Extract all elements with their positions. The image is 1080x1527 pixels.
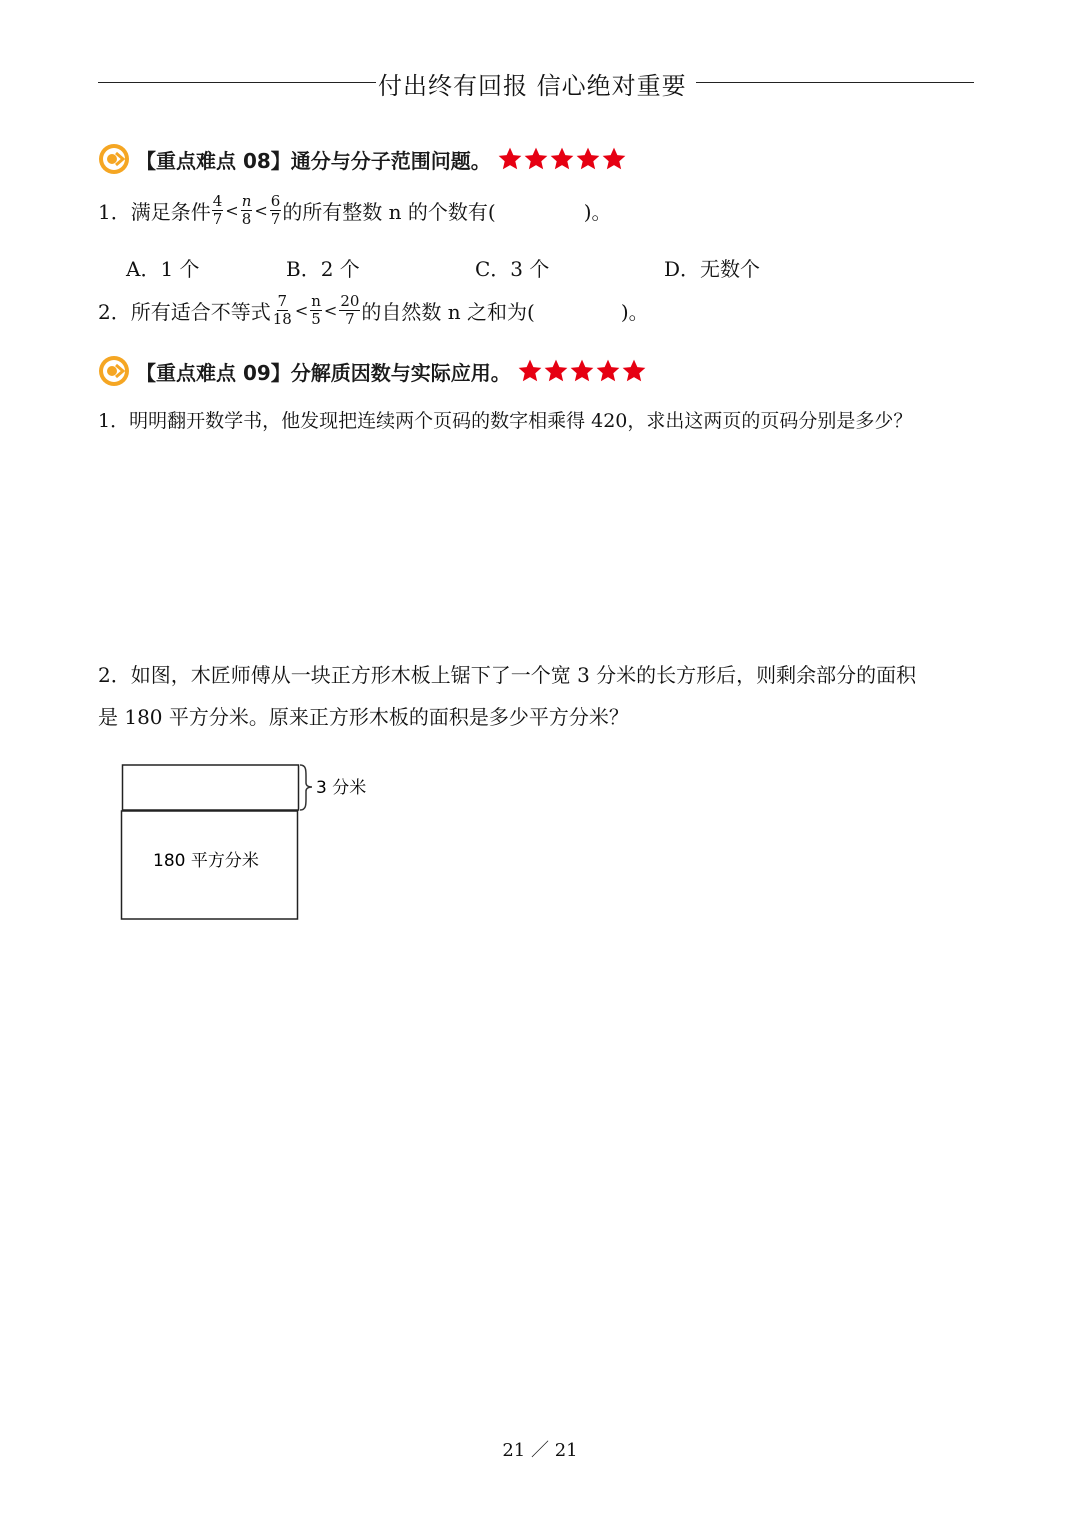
less-than-sign: < (254, 201, 268, 220)
fraction (310, 293, 322, 328)
area-label: 180 平方分米 (153, 851, 259, 871)
less-than-sign: < (225, 201, 239, 220)
fraction (270, 193, 282, 228)
question-09-1: 1．明明翻开数学书，他发现把连续两个页码的数字相乘得 420，求出这两页的页码分别是多少？ (98, 410, 913, 432)
header-rule-right (696, 82, 974, 83)
section-09-rating (517, 358, 647, 384)
question-text: 的自然数 n 之和为( (361, 300, 535, 324)
question-text: 2．所有适合不等式 (98, 300, 271, 324)
option-c[interactable]: C．3 个 (475, 257, 550, 281)
star-icon (601, 146, 627, 172)
question-08-2 (98, 293, 649, 328)
star-icon (621, 358, 647, 384)
section-08-rating (497, 146, 627, 172)
section-08-heading (98, 142, 627, 176)
numerator: 20 (340, 292, 360, 310)
denominator: 18 (272, 310, 292, 328)
section-09-title: 【重点难点 09】分解质因数与实际应用。 (136, 360, 511, 385)
option-d[interactable]: D．无数个 (664, 257, 761, 281)
question-09-2-line1: 2．如图，木匠师傅从一块正方形木板上锯下了一个宽 3 分米的长方形后，则剩余部分的面积 (98, 663, 917, 687)
star-icon (523, 146, 549, 172)
denominator: 5 (311, 310, 321, 328)
question-text: 1．满足条件 (98, 200, 211, 224)
cut-strip-rect (123, 765, 299, 810)
star-icon (549, 146, 575, 172)
arrow-badge-icon (98, 355, 130, 387)
star-icon (543, 358, 569, 384)
star-icon (517, 358, 543, 384)
brace-icon (300, 765, 312, 810)
section-09-heading (98, 354, 647, 388)
option-b[interactable]: B．2 个 (286, 257, 360, 281)
header-rule-left (98, 82, 376, 83)
fraction (339, 293, 360, 328)
denominator: 8 (241, 210, 252, 228)
fraction (272, 293, 293, 328)
star-icon (569, 358, 595, 384)
question-text: )。 (583, 200, 612, 224)
header-motto: 付出终有回报 信心绝对重要 (378, 72, 687, 100)
question-text: 的所有整数 n 的个数有( (282, 200, 496, 224)
board-figure (110, 756, 400, 928)
numerator: 4 (212, 192, 223, 210)
fraction (241, 193, 253, 228)
question-09-2-line2: 是 180 平方分米。原来正方形木板的面积是多少平方分米？ (98, 705, 629, 729)
denominator: 7 (270, 210, 281, 228)
page-number: 21 ／ 21 (502, 1440, 578, 1461)
less-than-sign: < (294, 301, 309, 320)
star-icon (595, 358, 621, 384)
section-08-title: 【重点难点 08】通分与分子范围问题。 (136, 148, 491, 173)
star-icon (575, 146, 601, 172)
denominator: 7 (345, 310, 355, 328)
arrow-badge-icon (98, 143, 130, 175)
numerator: 7 (277, 292, 288, 310)
option-a[interactable]: A．1 个 (126, 257, 200, 281)
question-08-1 (98, 193, 612, 228)
star-icon (497, 146, 523, 172)
numerator: n (311, 292, 321, 310)
numerator: 6 (270, 192, 281, 210)
denominator: 7 (212, 210, 223, 228)
numerator: n (241, 192, 252, 210)
less-than-sign: < (323, 301, 338, 320)
fraction (212, 193, 224, 228)
question-text: )。 (620, 300, 649, 324)
strip-width-label: 3 分米 (316, 778, 367, 798)
